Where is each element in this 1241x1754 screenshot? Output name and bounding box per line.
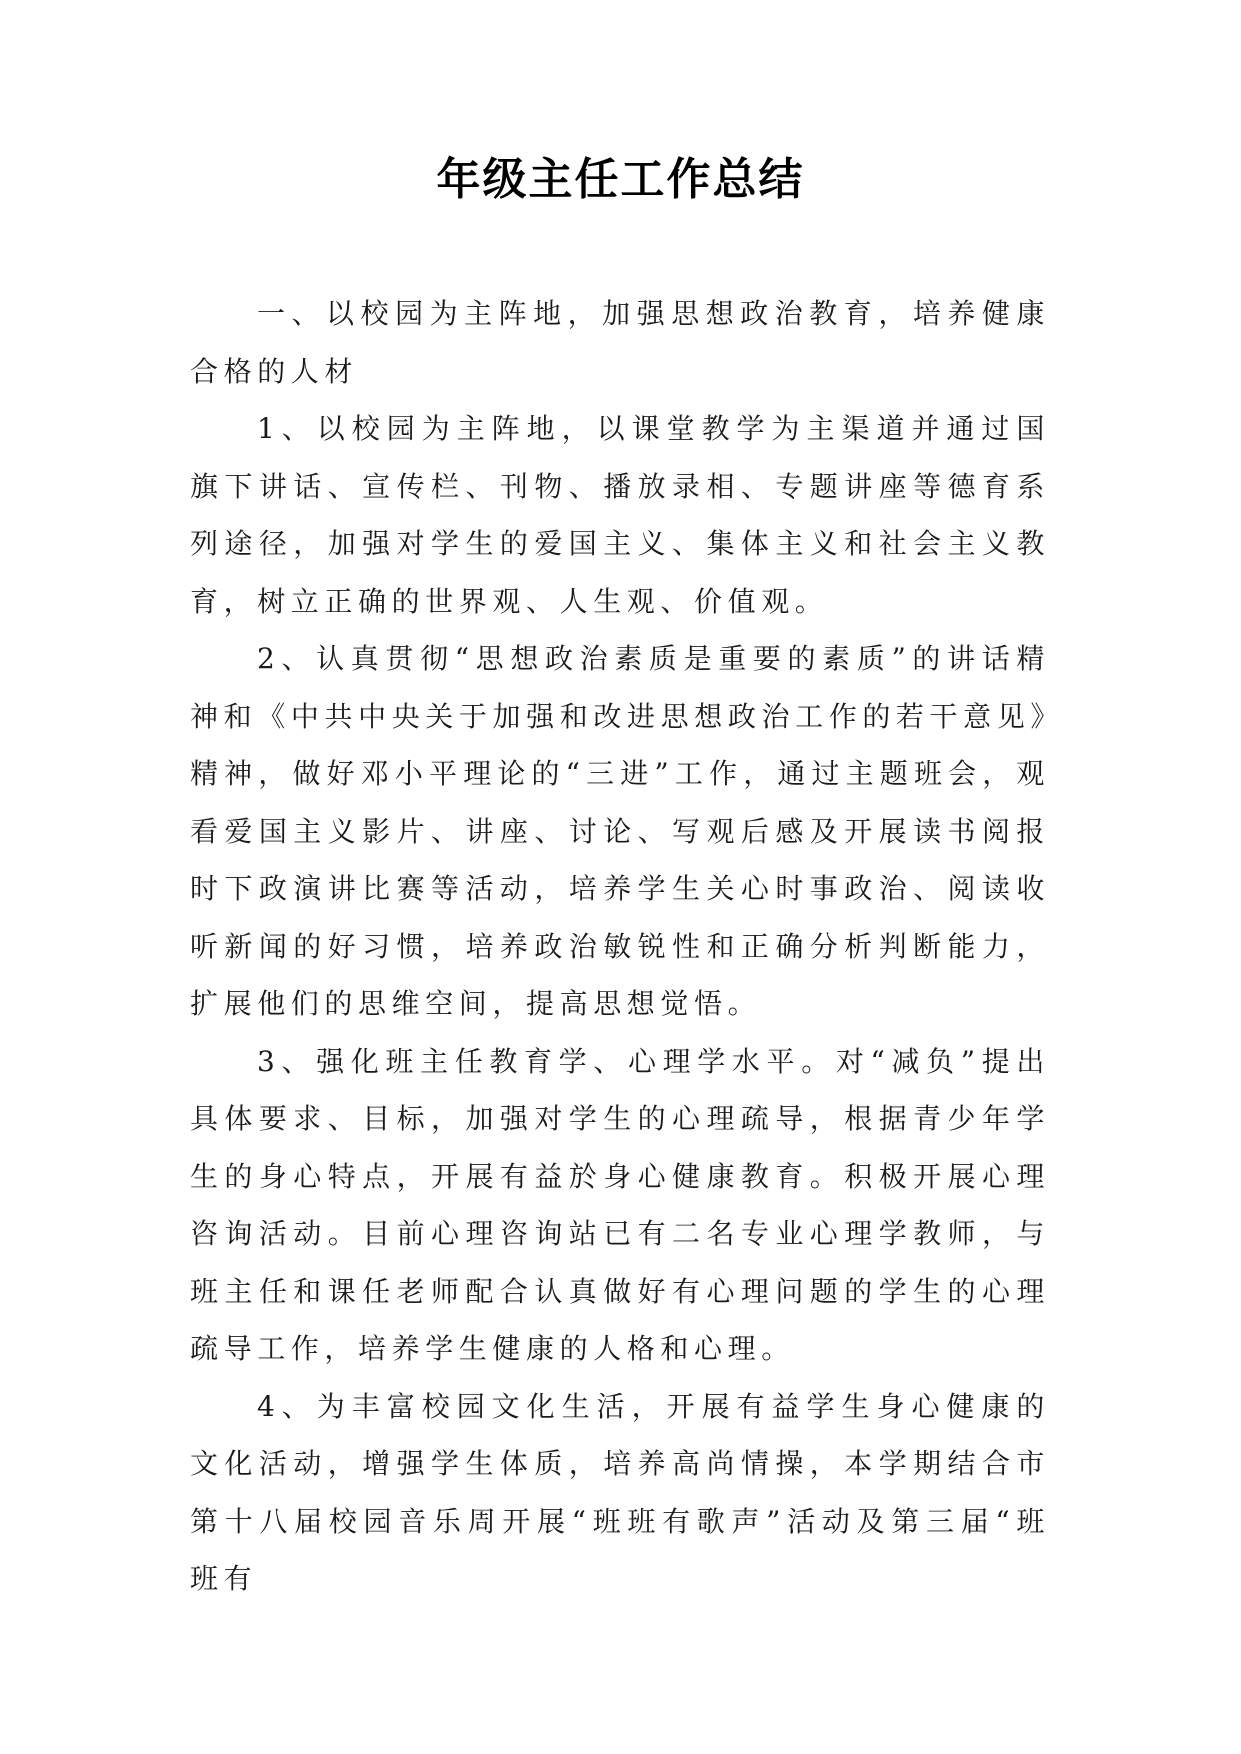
paragraph-item-1: 1、以校园为主阵地，以课堂教学为主渠道并通过国旗下讲话、宣传栏、刊物、播放录相、专题讲座等德育系列途径，加强对学生的爱国主义、集体主义和社会主义教育，树立正确的世界观、人生观、价值观。 bbox=[190, 412, 1050, 618]
paragraph-item-4: 4、为丰富校园文化生活，开展有益学生身心健康的文化活动，增强学生体质，培养高尚情操，本学期结合市第十八届校园音乐周开展“班班有歌声”活动及第三届“班班有 bbox=[190, 1389, 1050, 1595]
paragraph-item-2: 2、认真贯彻“思想政治素质是重要的素质”的讲话精神和《中共中央关于加强和改进思想政治工作的若干意见》精神，做好邓小平理论的“三进”工作，通过主题班会，观看爱国主义影片、讲座、讨论、写观后感及开展读书阅报时下政演讲比赛等活动，培养学生关心时事政治、阅读收听新闻的好习惯，培养政治敏锐性和正确分析判断能力，扩展他们的思维空间，提高思想觉悟。 bbox=[190, 642, 1050, 1020]
document-body bbox=[190, 285, 1050, 1608]
document-title: 年级主任工作总结 bbox=[436, 154, 805, 205]
paragraph-item-3: 3、强化班主任教育学、心理学水平。对“减负”提出具体要求、目标，加强对学生的心理疏导，根据青少年学生的身心特点，开展有益於身心健康教育。积极开展心理咨询活动。目前心理咨询站已有二名专业心理学教师，与班主任和课任老师配合认真做好有心理问题的学生的心理疏导工作，培养学生健康的人格和心理。 bbox=[190, 1044, 1050, 1365]
paragraph-section-heading: 一、以校园为主阵地，加强思想政治教育，培养健康合格的人材 bbox=[190, 297, 1050, 388]
